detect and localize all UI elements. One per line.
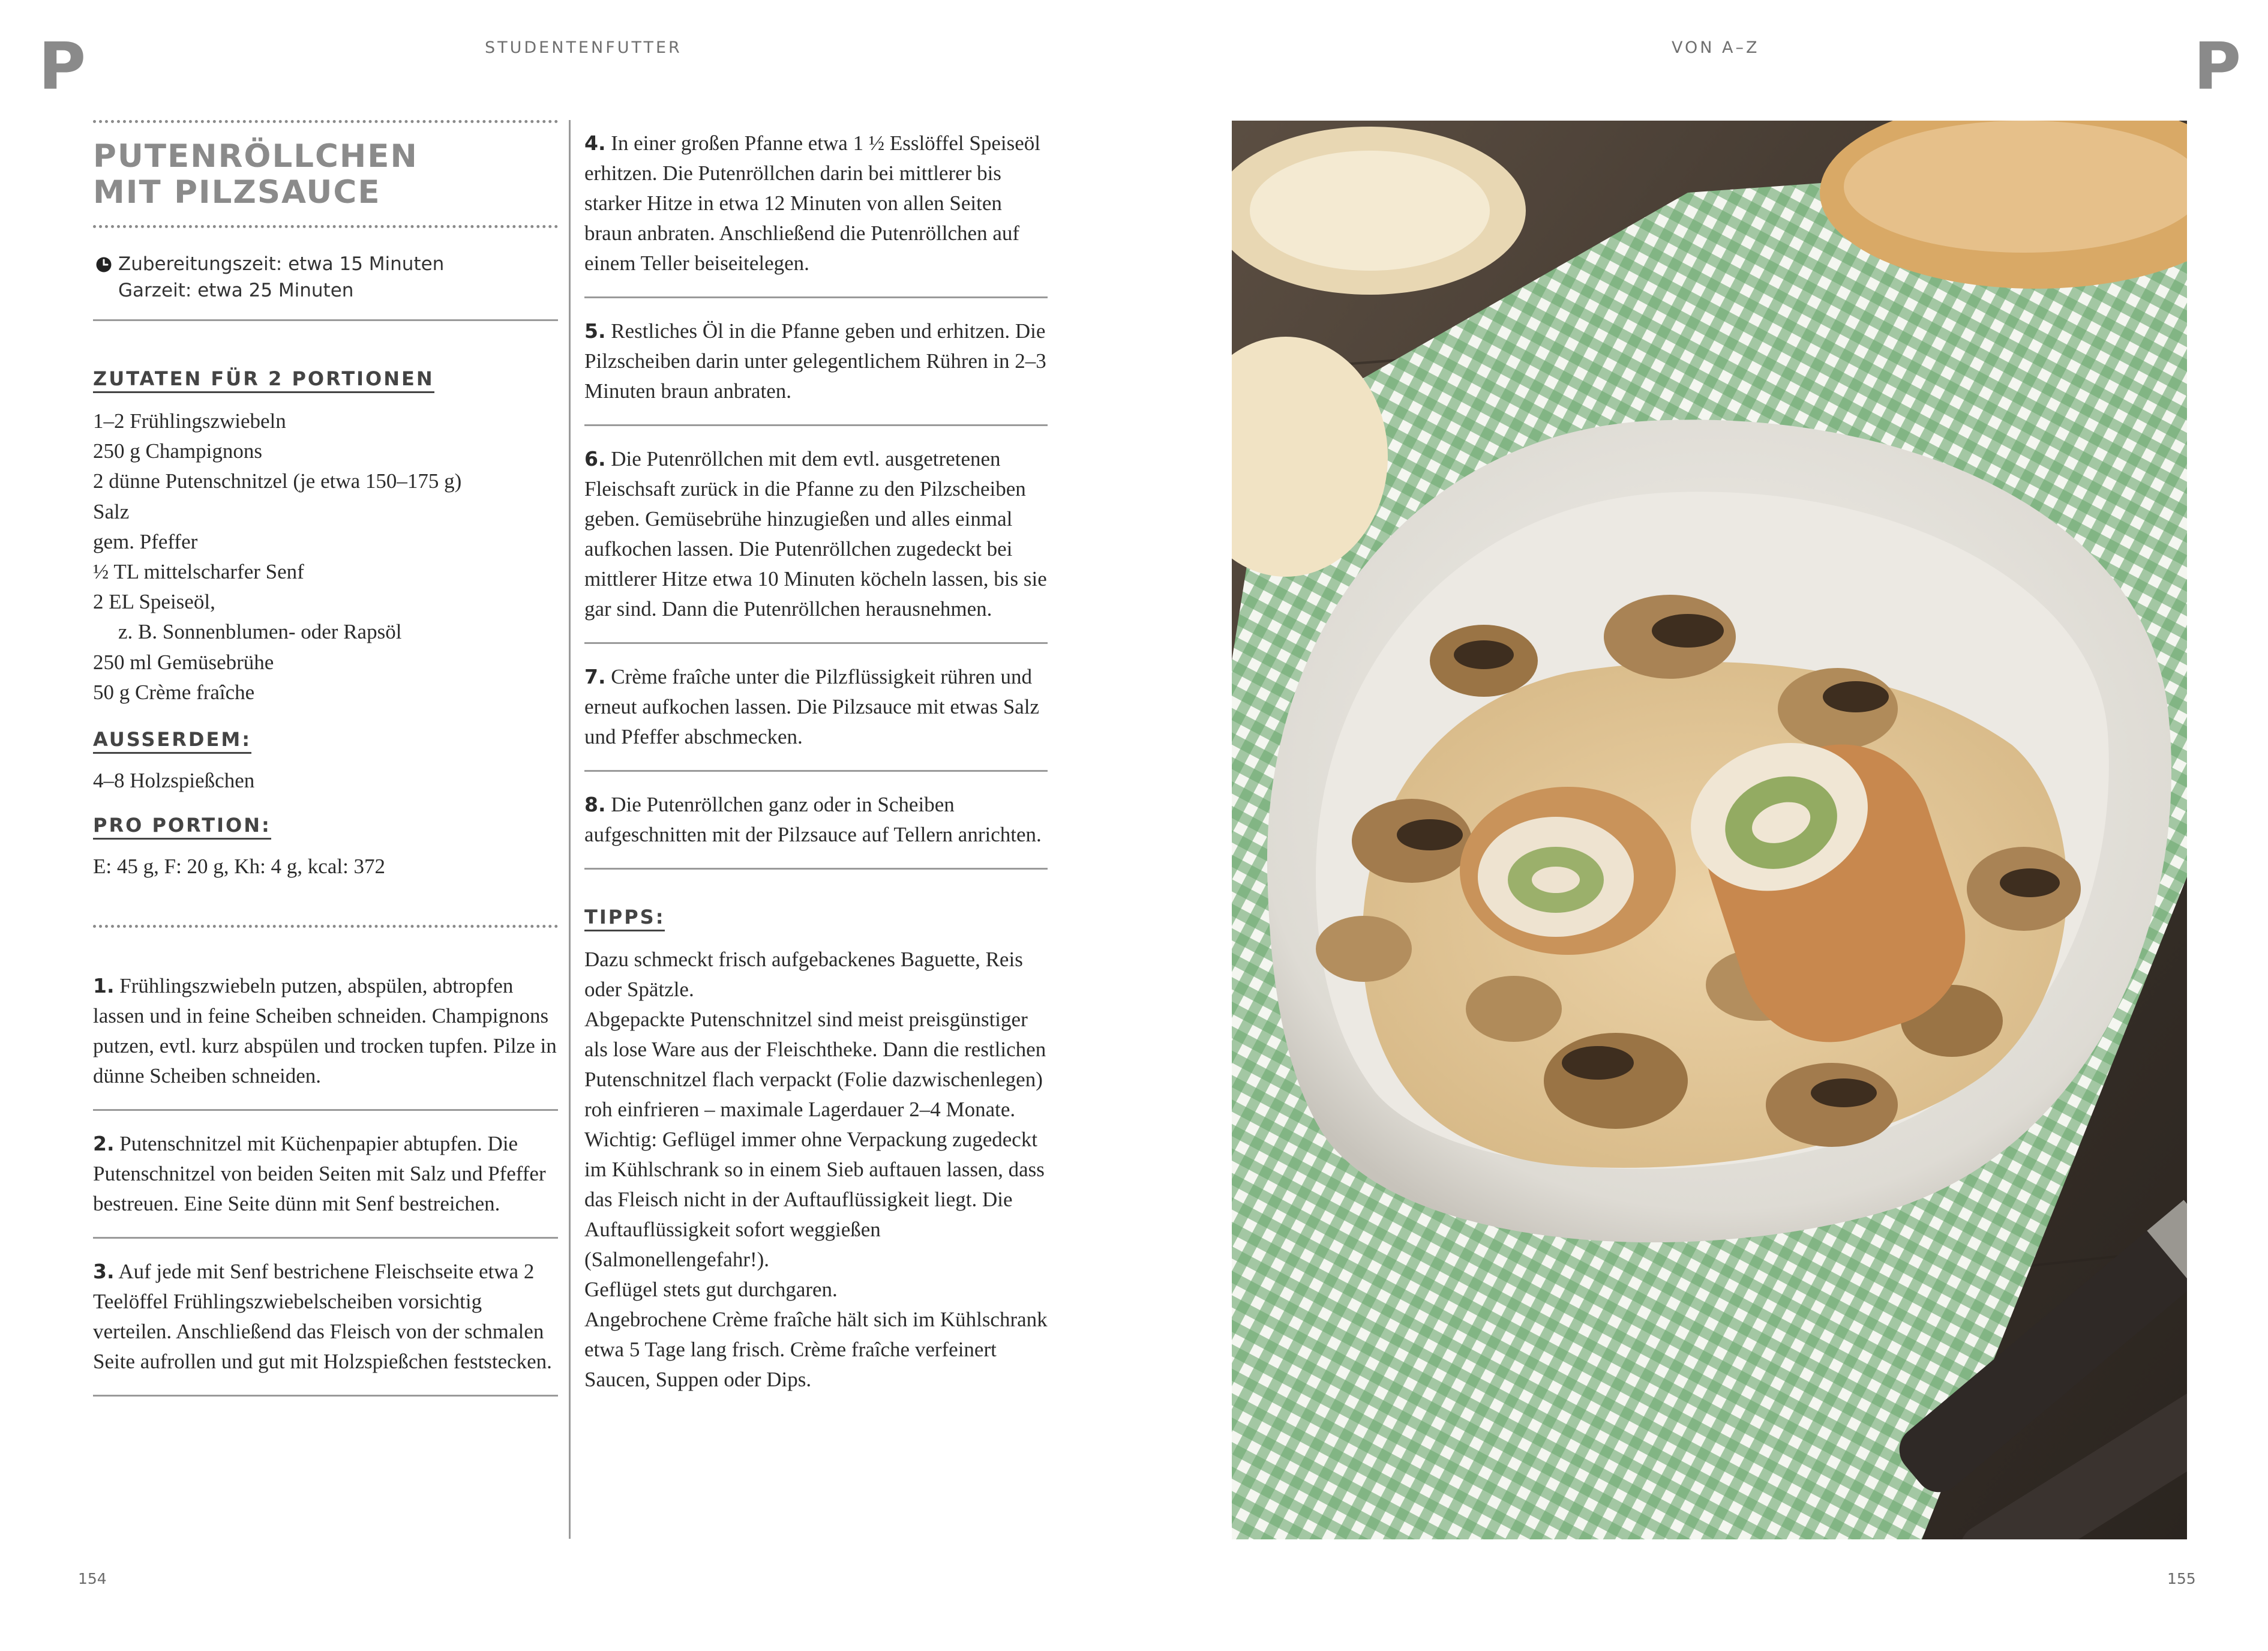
ingredients-list [93,406,558,708]
extras-heading: AUSSERDEM: [93,728,251,754]
tips-list [584,945,1048,1395]
step-number: 2 [93,1132,107,1156]
ingredient-item: 2 dünne Putenschnitzel (je etwa 150–175 g) [93,469,462,493]
tab-letter-right: P [2194,29,2242,104]
step-number: 7 [584,665,598,688]
ingredient-item: 250 ml Gemüsebrühe [93,650,274,674]
recipe-column-middle [584,120,1048,1395]
ingredient-item: 1–2 Frühlingszwiebeln [93,409,286,433]
tips-heading: TIPPS: [584,906,665,931]
dish-illustration [1232,121,2187,1539]
step-number: 4 [584,131,598,155]
ingredient-item: z. B. Sonnenblumen- oder Rapsöl [118,620,402,644]
tip-item: Dazu schmeckt frisch aufgebackenes Baguette, Reis oder Spätzle. [584,948,1023,1001]
ingredient-item: 250 g Champignons [93,439,262,463]
step-text: Restliches Öl in die Pfanne geben und erhitzen. Die Pilzscheiben darin unter gelegentlichem Rühren in 2–3 Minuten braun anbraten. [584,319,1046,403]
tip-item: Wichtig: Geflügel immer ohne Verpackung zugedeckt im Kühlschrank so in einem Sieb auftauen lassen, dass das Fleisch nicht in der Auftauflüssigkeit liegt. Die Auftauflüssigkeit sofort weggießen (Salmonellengefahr!). [584,1128,1045,1271]
recipe-title-line1: PUTENRÖLLCHEN [93,138,418,175]
recipe-photo [1232,121,2187,1539]
tip-item: Abgepackte Putenschnitzel sind meist preisgünstiger als lose Ware aus der Fleischtheke. Dann die restlichen Putenschnitzel flach verpackt (Folie dazwischenlegen) roh einfrieren – maximale Lagerdauer 2–4 Monate. [584,1008,1046,1121]
step-2: 2. Putenschnitzel mit Küchenpapier abtupfen. Die Putenschnitzel von beiden Seiten mit Salz und Pfeffer bestreuen. Eine Seite dünn mit Senf bestreichen. [93,1111,558,1239]
running-head-left: STUDENTENFUTTER [485,38,682,57]
ingredient-item: ½ TL mittelscharfer Senf [93,560,304,584]
ingredient-item: 2 EL Speiseöl, [93,590,215,614]
step-number: 1 [93,974,107,998]
tab-letter-left: P [38,29,86,104]
nutrition-text: E: 45 g, F: 20 g, Kh: 4 g, kcal: 372 [93,855,386,879]
running-head-right: VON A–Z [1672,38,1760,57]
ingredient-item: gem. Pfeffer [93,529,198,553]
extras-text: 4–8 Holzspießchen [93,769,255,793]
recipe-title-line2: MIT PILZSAUCE [93,174,381,211]
step-7: 7. Crème fraîche unter die Pilzflüssigkeit rühren und erneut aufkochen lassen. Die Pilzsauce mit etwas Salz und Pfeffer abschmecken. [584,644,1048,772]
step-8: 8. Die Putenröllchen ganz oder in Scheiben aufgeschnitten mit der Pilzsauce auf Tellern anrichten. [584,772,1048,870]
step-number: 5 [584,319,598,343]
step-3: 3. Auf jede mit Senf bestrichene Fleischseite etwa 2 Teelöffel Frühlingszwiebelscheiben vorsichtig verteilen. Anschließend das Fleisch von der schmalen Seite aufrollen und gut mit Holzspießchen feststecken. [93,1239,558,1397]
step-text: Die Putenröllchen mit dem evtl. ausgetretenen Fleischsaft zurück in die Pfanne zu den Pilzscheiben geben. Gemüsebrühe hinzugießen und alles einmal aufkochen lassen. Die Putenröllchen zugedeckt bei mittlerer Hitze etwa 10 Minuten köcheln lassen, bis sie gar sind. Dann die Putenröllchen herausnehmen. [584,447,1047,621]
step-number: 8 [584,793,598,816]
page-number-right: 155 [2167,1570,2196,1587]
step-text: In einer großen Pfanne etwa 1 ½ Esslöffel Speiseöl erhitzen. Die Putenröllchen darin bei mittlerer bis starker Hitze in etwa 12 Minuten von allen Seiten braun anbraten. Anschließend die Putenröllchen auf einem Teller beiseitelegen. [584,131,1040,275]
step-text: Die Putenröllchen ganz oder in Scheiben aufgeschnitten mit der Pilzsauce auf Tellern anrichten. [584,793,1042,846]
recipe-title [93,123,558,225]
time-info [93,228,558,319]
step-text: Putenschnitzel mit Küchenpapier abtupfen. Die Putenschnitzel von beiden Seiten mit Salz und Pfeffer bestreuen. Eine Seite dünn mit Senf bestreichen. [93,1132,546,1216]
tip-item: Angebrochene Crème fraîche hält sich im Kühlschrank etwa 5 Tage lang frisch. Crème fraîche verfeinert Saucen, Suppen oder Dips. [584,1308,1048,1391]
recipe-column-left [93,120,558,1397]
step-number: 3 [93,1260,107,1284]
nutrition-heading: PRO PORTION: [93,814,271,840]
prep-time: Zubereitungszeit: etwa 15 Minuten [118,253,445,275]
step-6: 6. Die Putenröllchen mit dem evtl. ausgetretenen Fleischsaft zurück in die Pfanne zu den Pilzscheiben geben. Gemüsebrühe hinzugießen und alles einmal aufkochen lassen. Die Putenröllchen zugedeckt bei mittlerer Hitze etwa 10 Minuten köcheln lassen, bis sie gar sind. Dann die Putenröllchen herausnehmen. [584,426,1048,644]
step-5: 5. Restliches Öl in die Pfanne geben und erhitzen. Die Pilzscheiben darin unter gelegentlichem Rühren in 2–3 Minuten braun anbraten. [584,298,1048,426]
ingredients-heading: ZUTATEN FÜR 2 PORTIONEN [93,367,434,393]
column-divider [569,120,571,1539]
page-number-left: 154 [78,1570,107,1587]
step-text: Auf jede mit Senf bestrichene Fleischseite etwa 2 Teelöffel Frühlingszwiebelscheiben vorsichtig verteilen. Anschließend das Fleisch von der schmalen Seite aufrollen und gut mit Holzspießchen feststecken. [93,1260,552,1374]
clock-icon [95,256,112,273]
step-text: Crème fraîche unter die Pilzflüssigkeit rühren und erneut aufkochen lassen. Die Pilzsauce mit etwas Salz und Pfeffer abschmecken. [584,665,1040,748]
step-text: Frühlingszwiebeln putzen, abspülen, abtropfen lassen und in feine Scheiben schneiden. Champignons putzen, evtl. kurz abspülen und trocken tupfen. Pilze in dünne Scheiben schneiden. [93,974,557,1088]
tip-item: Geflügel stets gut durchgaren. [584,1278,838,1301]
step-4: 4. In einer großen Pfanne etwa 1 ½ Esslöffel Speiseöl erhitzen. Die Putenröllchen darin bei mittlerer bis starker Hitze in etwa 12 Minuten von allen Seiten braun anbraten. Anschließend die Putenröllchen auf einem Teller beiseitelegen. [584,120,1048,298]
step-number: 6 [584,447,598,471]
cook-time: Garzeit: etwa 25 Minuten [118,280,354,301]
step-1: 1. Frühlingszwiebeln putzen, abspülen, abtropfen lassen und in feine Scheiben schneiden. Champignons putzen, evtl. kurz abspülen und trocken tupfen. Pilze in dünne Scheiben schneiden. [93,953,558,1111]
ingredient-item: 50 g Crème fraîche [93,680,255,704]
ingredient-item: Salz [93,499,130,523]
